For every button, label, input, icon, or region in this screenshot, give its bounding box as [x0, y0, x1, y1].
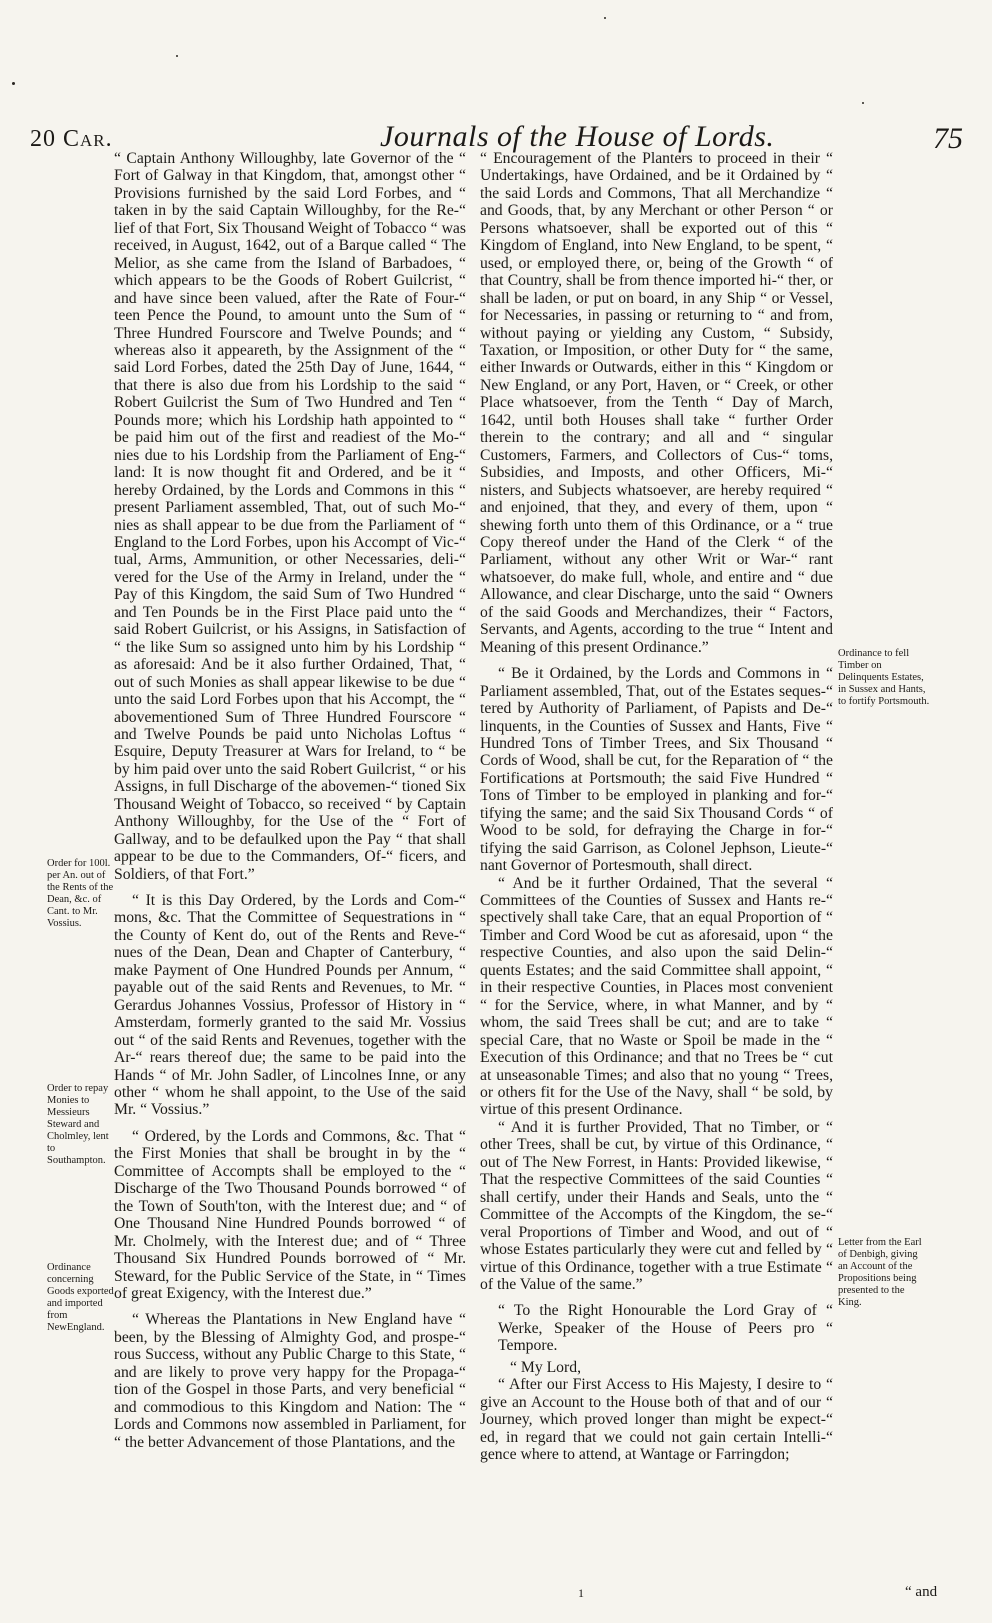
vossius-order-paragraph: “ It is this Day Ordered, by the Lords and Com-“ mons, &c. That the Committee of Sequestrations in “ the County of Kent do, out of the Rents and Reve-“ nues of the Dean, Dean and Chapter of Canterbury, “ make Payment of One Hundred Pounds per Annum, “ payable out of the said Rents and Revenues, to Mr. “ Gerardus Johannes Vossius, Professor of History in “ Amsterdam, formerly granted to the said Mr. Vossius out “ of the said Rents and Revenues, together with the Ar-“ rears thereof due; the same to be paid into the Hands “ of Mr. John Sadler, of Lincolnes Inne, or any other “ whom he shall appoint, to the Use of the said Mr. “ Vossius.” [114, 892, 466, 1119]
ink-speck [176, 55, 178, 57]
regnal-year: 20 Car. [30, 126, 113, 152]
signature-mark: 1 [578, 1586, 584, 1600]
margin-note-letter: Letter from the Earl of Denbigh, giving an Account of the Propositions being presented to the King. [838, 1237, 922, 1308]
committees-paragraph: “ And be it further Ordained, That the several “ Committees of the Counties of Sussex and Hants re-“ spectively shall take Care, that an equal Proportion of “ Timber and Cord Wood be cut as aforesaid, upon “ the respective Counties, and also upon the said Delin-“ quents Estates; and the said Committee shall appoint, “ in their respective Counties, in Places most convenient “ for the Service, where, in what Manner, and by “ whom, the said Trees shall be cut; and are to take “ special Care, that no Waste or Spoil be made in the “ Execution of this Ordinance; and that no Trees be “ cut at unseasonable Times; and also that no young “ Trees, or others fit for the Use of the Navy, shall “ be sold, by virtue of this present Ordinance. [480, 874, 833, 1119]
page-number: 75 [933, 122, 963, 155]
letter-address: “ To the Right Honourable the Lord Gray of “ Werke, Speaker of the House of Peers pro “ Tempore. [498, 1302, 833, 1355]
right-column [480, 150, 833, 1464]
ink-speck [12, 82, 15, 85]
willoughby-paragraph: “ Captain Anthony Willoughby, late Governor of the “ Fort of Galway in that Kingdom, that, amongst other “ Provisions furnished by the said Lord Forbes, and “ taken in by the said Captain Willoughby, for the Re-“ lief of that Fort, Six Thousand Weight of Tobacco “ was received, in August, 1642, out of a Barque called “ The Melior, as she came from the Island of Barbadoes, “ which appears to be the Goods of Robert Guilcrist, “ and have since been valued, after the Rate of Four-“ teen Pence the Pound, to amount unto the Sum of “ Three Hundred Fourscore and Twelve Pounds; and “ whereas also it appeareth, by the Assignment of the “ said Lord Forbes, dated the 25th Day of June, 1644, “ that there is also due from his Lordship to the said “ Robert Guilcrist the Sum of Two Hundred and Ten “ Pounds more; which his Lordship hath appointed to “ be paid him out of the first and readiest of the Mo-“ nies due to his Lordship from the Parliament of Eng-“ land: It is now thought fit and Ordered, and be it “ hereby Ordained, by the Lords and Commons in this “ present Parliament assembled, That, out of such Mo-“ nies as shall appear to be due from the Parliament of “ England to the Lord Forbes, upon his Accompt of Vic-“ tual, Arms, Ammunition, or other Necessaries, deli-“ vered for the Use of the Army in Ireland, under the “ Pay of this Kingdom, the said Sum of Two Hundred “ and Ten Pounds be in the First Place paid unto the “ said Robert Guilcrist, or his Assigns, in Satisfaction of “ the like Sum so assigned unto him by his Lordship “ as aforesaid: And be it also further Ordained, That, “ out of such Monies as shall appear likewise to be due “ unto the said Lord Forbes upon that his Accompt, the “ abovementioned Sum of Three Hundred Fourscore “ and Twelve Pounds be paid unto Nicholas Loftus “ Esquire, Deputy Treasurer at Wars for Ireland, to “ be by him paid over unto the said Robert Guilcrist, “ or his Assigns, in full Discharge of the abovemen-“ tioned Six Thousand Weight of Tobacco, so received “ by Captain Anthony Willoughby, for the Use of the “ Fort of Gallway, and to be defaulked upon the Pay “ that shall appear to be due to the Commanders, Of-“ ficers, and Soldiers, of that Fort.” [114, 150, 466, 883]
margin-note-new-england: Ordinance concerning Goods exported and imported from NewEngland. [47, 1262, 114, 1333]
new-england-continued-paragraph: “ Encouragement of the Planters to proceed in their “ Undertakings, have Ordained, and be it Ordained by “ the said Lords and Commons, That all Merchandize “ and Goods, that, by any Merchant or other Person “ or Persons whatsoever, shall be exported out of this “ Kingdom of England, into New England, to be spent, “ used, or employed there, or, being of the Growth “ of that Country, shall be from thence imported hi-“ ther, or shall be laden, or put on board, in any Ship “ or Vessel, for Necessaries, in passing or returning to “ and from, without paying or yielding any Custom, “ Subsidy, Taxation, or Imposition, or other Duty for “ the same, either Inwards or Outwards, either in this “ Kingdom or New England, or any Port, Haven, or “ Creek, or other Place whatsoever, from the Tenth “ Day of March, 1642, until both Houses shall take “ further Order therein to the contrary; and all and “ singular Customers, Farmers, and Collectors of Cus-“ toms, Subsidies, and Imposts, and other Officers, Mi-“ nisters, and Subjects whatsoever, are hereby required “ and enjoined, that they, and every of them, upon “ shewing forth unto them of this Ordinance, or a “ true Copy thereof under the Hand of the Clerk “ of the Parliament, without any other Writ or War-“ rant whatsoever, do make full, whole, and entire and “ due Allowance, and clear Discharge, unto the said “ Owners of the said Goods and Merchandizes, their “ Factors, Servants, and Agents, according to the true “ Intent and Meaning of this present Ordinance.” [480, 150, 833, 656]
ink-speck [862, 102, 864, 104]
letter-body: “ After our First Access to His Majesty, I desire to “ give an Account to the House both of that and of our “ Journey, which proved longer than might be expect-“ ed, in regard that we could not gain certain Intelli-“ gence where to attend, at Wantage or Farringdon; [480, 1376, 833, 1464]
letter-salutation: “ My Lord, [510, 1358, 582, 1376]
catchword: “ and [905, 1584, 938, 1600]
southampton-order-paragraph: “ Ordered, by the Lords and Commons, &c. That “ the First Monies that shall be brought in by the “ Committee of Accompts shall be employed to the “ Discharge of the Two Thousand Pounds borrowed “ of the Town of South'ton, with the Interest due; and “ of One Thousand Nine Hundred Pounds borrowed “ of Mr. Cholmely, with the Interest due; and of “ Three Thousand Six Hundred Pounds borrowed of “ Mr. Steward, for the Public Service of the State, in “ Times of great Exigency, with the Interest due.” [114, 1127, 466, 1302]
left-column [114, 150, 466, 1451]
new-england-ordinance-paragraph: “ Whereas the Plantations in New England have “ been, by the Blessing of Almighty God, and prospe-“ rous Success, without any Public Charge to this State, “ and are likely to prove very happy for the Propaga-“ tion of the Gospel in those Parts, and very beneficial “ and commodious to this Kingdom and Nation: The “ Lords and Commons now assembled in Parliament, for “ the better Advancement of those Plantations, and the [114, 1311, 466, 1451]
ink-speck [604, 17, 606, 19]
margin-note-southampton: Order to repay Monies to Messieurs Steward and Cholmley, lent to Southampton. [47, 1083, 109, 1166]
journal-title: Journals of the House of Lords. [380, 120, 775, 153]
margin-note-timber: Ordinance to fell Timber on Delinquents Estates, in Sussex and Hants, to fortify Portsmouth. [838, 648, 930, 707]
timber-ordinance-paragraph: “ Be it Ordained, by the Lords and Commons in “ Parliament assembled, That, out of the Estates seques-“ tered by Authority of Parliament, of Papists and De-“ linquents, in the Counties of Sussex and Hants, Five “ Hundred Tons of Timber Trees, and Six Thousand “ Cords of Wood, shall be cut, for the Reparation of “ the Fortifications at Portsmouth; the said Five Hundred “ Tons of Timber to be employed in planking and for-“ tifying the same; and the said Six Thousand Cords “ of Wood to be sold, for defraying the Charge in for-“ tifying the said Garrison, as Colonel Jephson, Lieute-“ nant Governor of Portesmouth, shall direct. [480, 665, 833, 875]
new-forest-proviso-paragraph: “ And it is further Provided, That no Timber, or “ other Trees, shall be cut, by virtue of this Ordinance, “ out of The New Forrest, in Hants: Provided likewise, “ That the respective Committees of the said Counties “ shall certify, under their Hands and Seals, unto the “ Committee of the Accompts of the Kingdom, the se-“ veral Proportions of Timber and Wood, and out of “ whose Estates particularly they were cut and felled by “ virtue of this Ordinance, together with a true Estimate “ of the Value of the same.” [480, 1118, 833, 1293]
margin-note-vossius: Order for 100l. per An. out of the Rents of the Dean, &c. of Cant. to Mr. Vossius. [47, 858, 114, 929]
